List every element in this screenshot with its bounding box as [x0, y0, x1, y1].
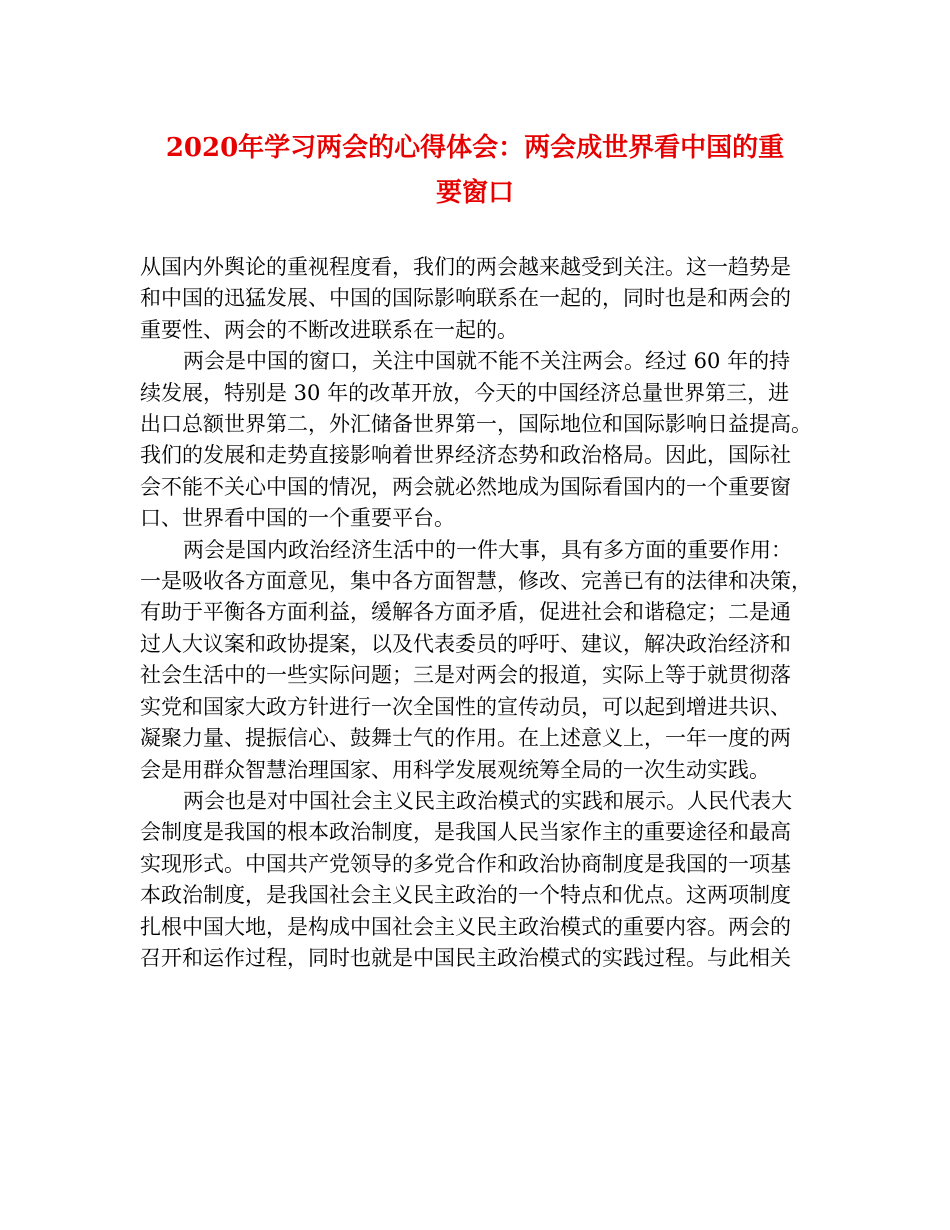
text-line: 会制度是我国的根本政治制度，是我国人民当家作主的重要途径和最高: [140, 820, 791, 845]
text-line: 实现形式。中国共产党领导的多党合作和政治协商制度是我国的一项基: [140, 851, 791, 876]
text-line: 召开和运作过程，同时也就是中国民主政治模式的实践过程。与此相关: [140, 945, 791, 970]
text-line: 本政治制度，是我国社会主义民主政治的一个特点和优点。这两项制度: [140, 883, 791, 908]
text-line: 两会是国内政治经济生活中的一件大事，具有多方面的重要作用：: [183, 537, 792, 562]
text-line: 我们的发展和走势直接影响着世界经济态势和政治格局。因此，国际社: [140, 443, 791, 468]
text-line: 从国内外舆论的重视程度看，我们的两会越来越受到关注。这一趋势是: [140, 255, 791, 279]
paragraph-3: [140, 535, 825, 786]
text-line: 两会是中国的窗口，关注中国就不能不关注两会。经过 60 年的持: [183, 349, 791, 374]
paragraph-4: [140, 786, 825, 974]
text-line: 会是用群众智慧治理国家、用科学发展观统筹全局的一次生动实践。: [140, 757, 770, 782]
text-line: 社会生活中的一些实际问题；三是对两会的报道，实际上等于就贯彻落: [140, 663, 791, 688]
text-line: 一是吸收各方面意见，集中各方面智慧，修改、完善已有的法律和决策，: [140, 569, 812, 594]
document-body: [140, 252, 825, 974]
text-line: 实党和国家大政方针进行一次全国性的宣传动员，可以起到增进共识、: [140, 694, 791, 719]
text-line: 有助于平衡各方面利益，缓解各方面矛盾，促进社会和谐稳定；二是通: [140, 600, 791, 625]
text-line: 续发展，特别是 30 年的改革开放，今天的中国经济总量世界第三，进: [140, 380, 790, 405]
text-line: 会不能不关心中国的情况，两会就必然地成为国际看国内的一个重要窗: [140, 474, 791, 499]
text-line: 重要性、两会的不断改进联系在一起的。: [140, 317, 518, 342]
document-title: [140, 126, 810, 216]
paragraph-1: [140, 252, 825, 346]
title-line: 要窗口: [435, 178, 514, 208]
title-line: 2020年学习两会的心得体会：两会成世界看中国的重: [165, 133, 785, 163]
text-line: 和中国的迅猛发展、中国的国际影响联系在一起的，同时也是和两会的: [140, 286, 791, 311]
text-line: 过人大议案和政协提案，以及代表委员的呼吁、建议，解决政治经济和: [140, 631, 791, 656]
text-line: 扎根中国大地，是构成中国社会主义民主政治模式的重要内容。两会的: [140, 914, 791, 939]
paragraph-2: [140, 346, 825, 534]
text-line: 口、世界看中国的一个重要平台。: [140, 506, 455, 531]
text-line: 两会也是对中国社会主义民主政治模式的实践和展示。人民代表大: [183, 788, 792, 813]
text-line: 凝聚力量、提振信心、鼓舞士气的作用。在上述意义上，一年一度的两: [140, 726, 791, 751]
text-line: 出口总额世界第二，外汇储备世界第一，国际地位和国际影响日益提高。: [140, 412, 812, 437]
